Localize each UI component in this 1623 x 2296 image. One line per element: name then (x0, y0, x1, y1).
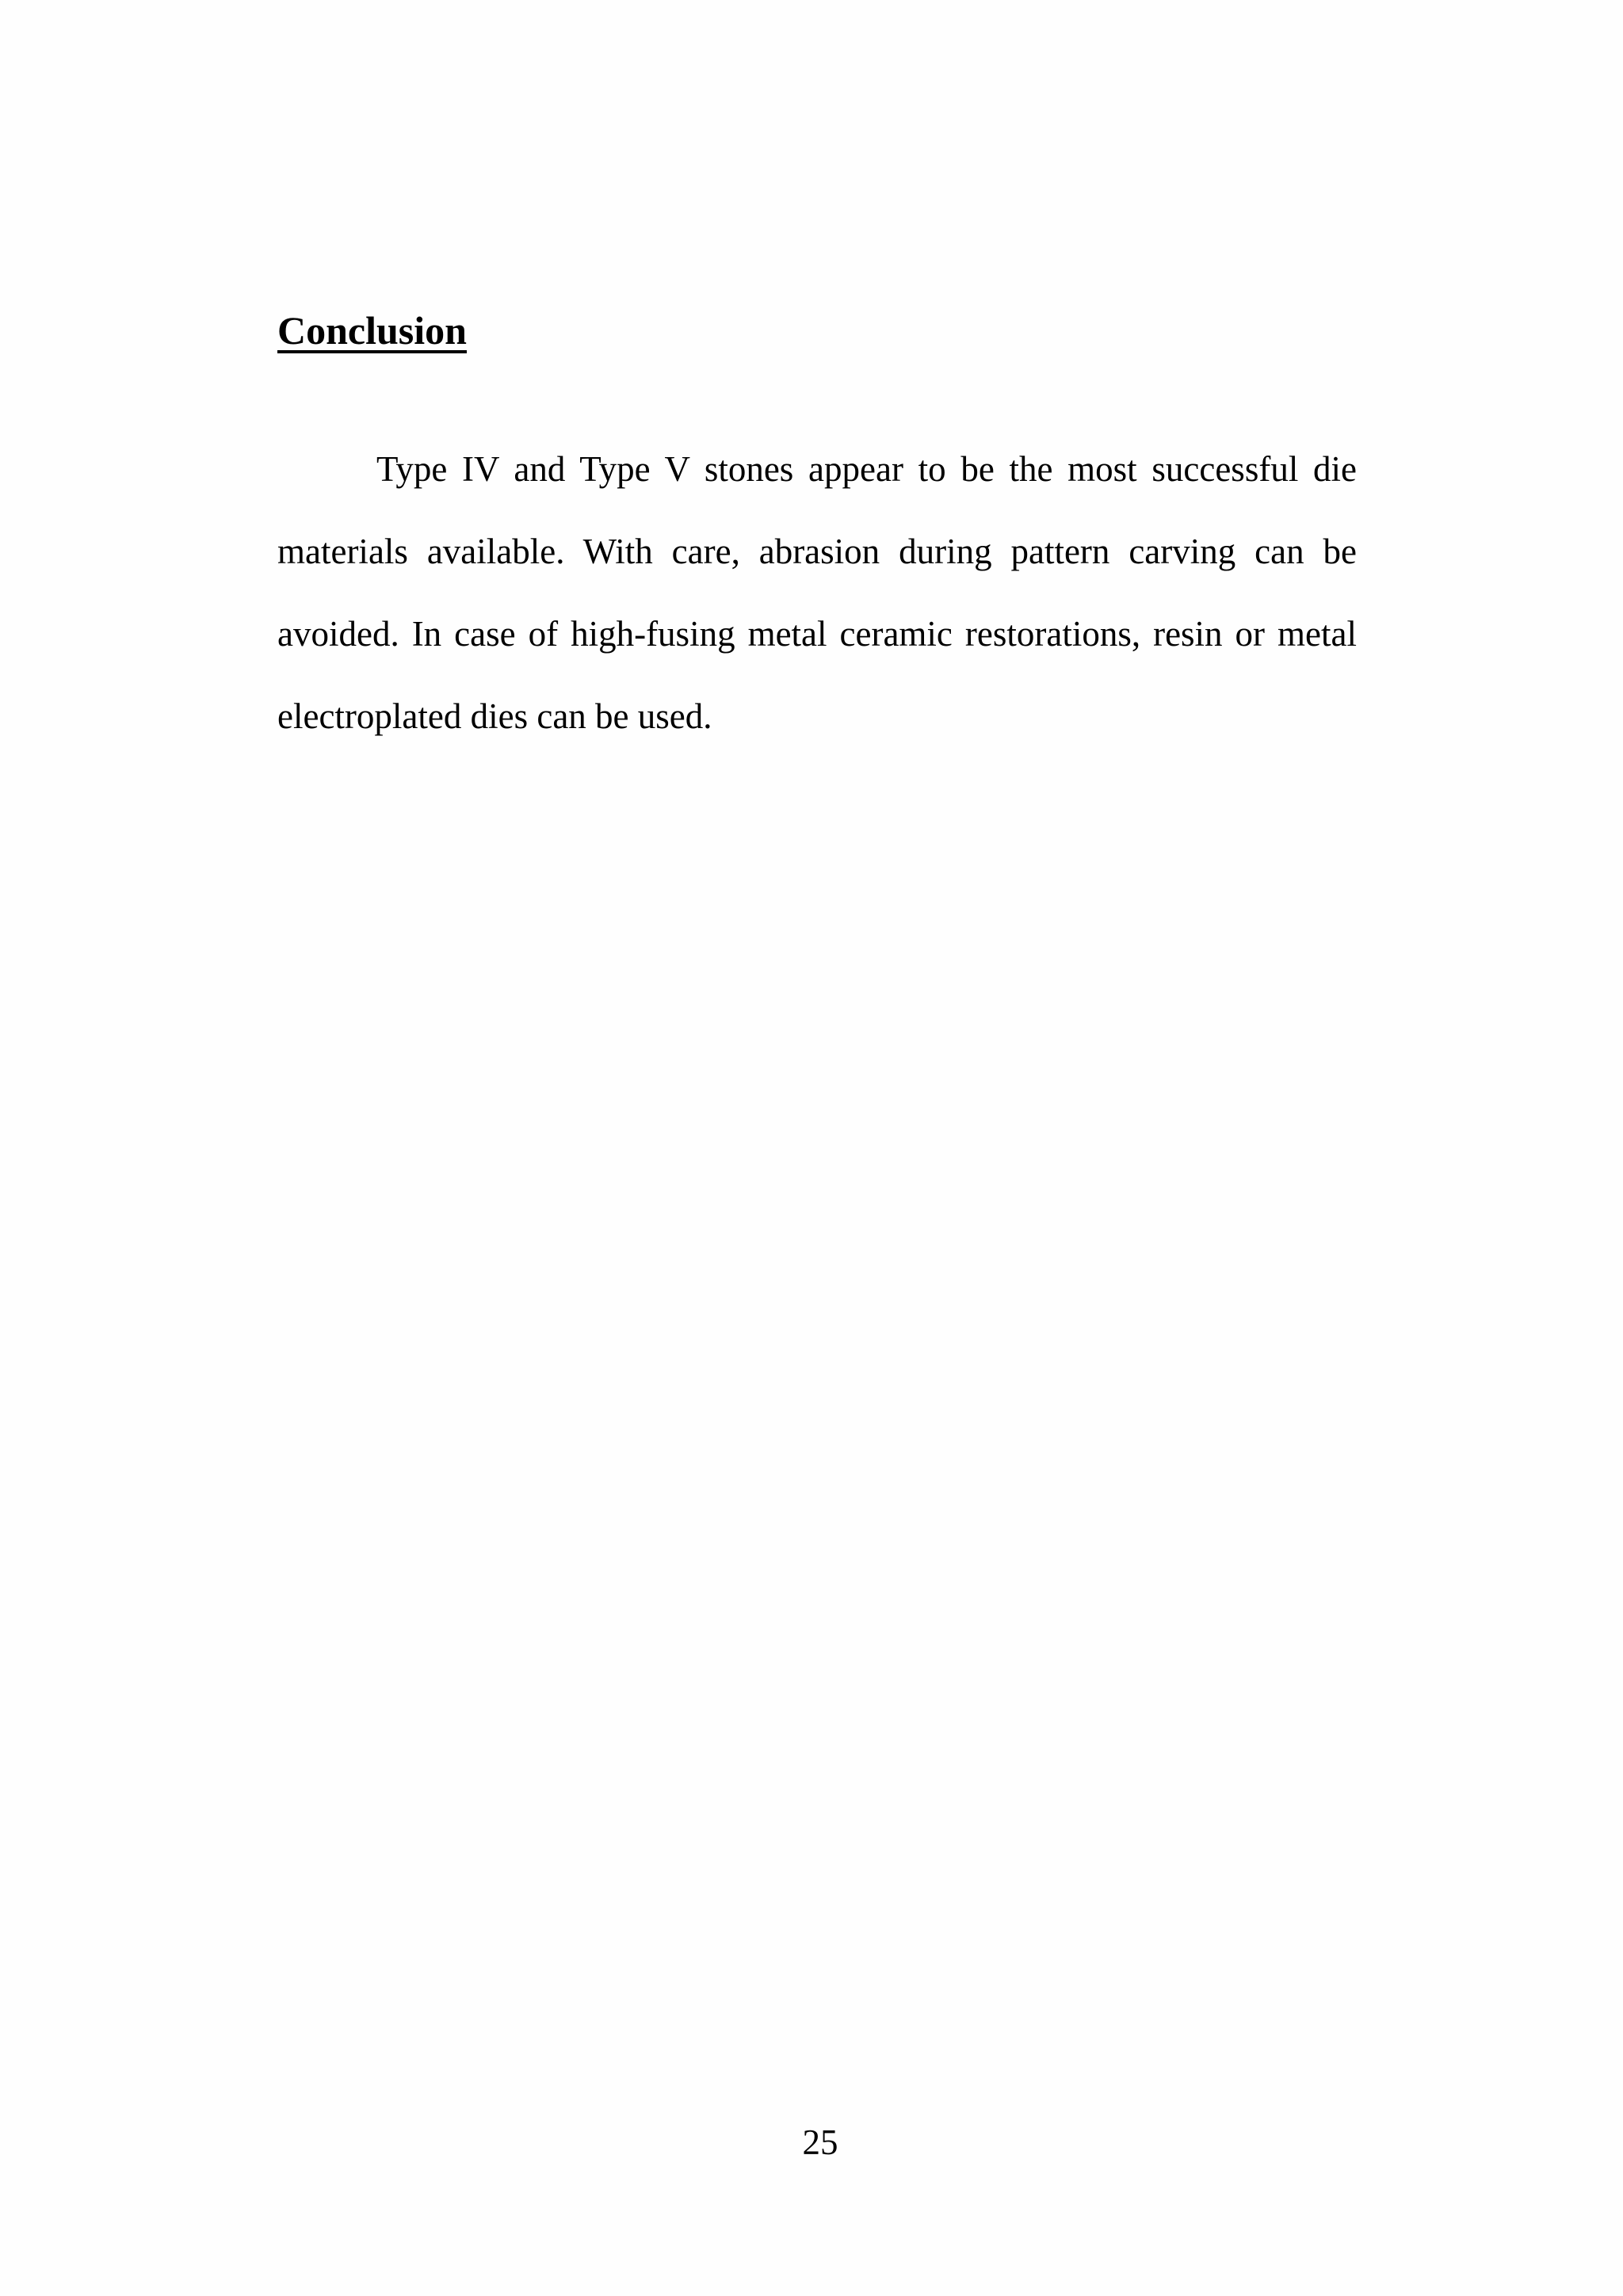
body-paragraph: Type IV and Type V stones appear to be the most successful die materials available. With care, abrasion during pattern carving can be avoided. In case of high-fusing metal ceramic restorations, resin or metal electroplated dies can be used. (277, 449, 1357, 736)
page-number: 25 (802, 2122, 838, 2162)
section-heading: Conclusion (277, 308, 467, 353)
